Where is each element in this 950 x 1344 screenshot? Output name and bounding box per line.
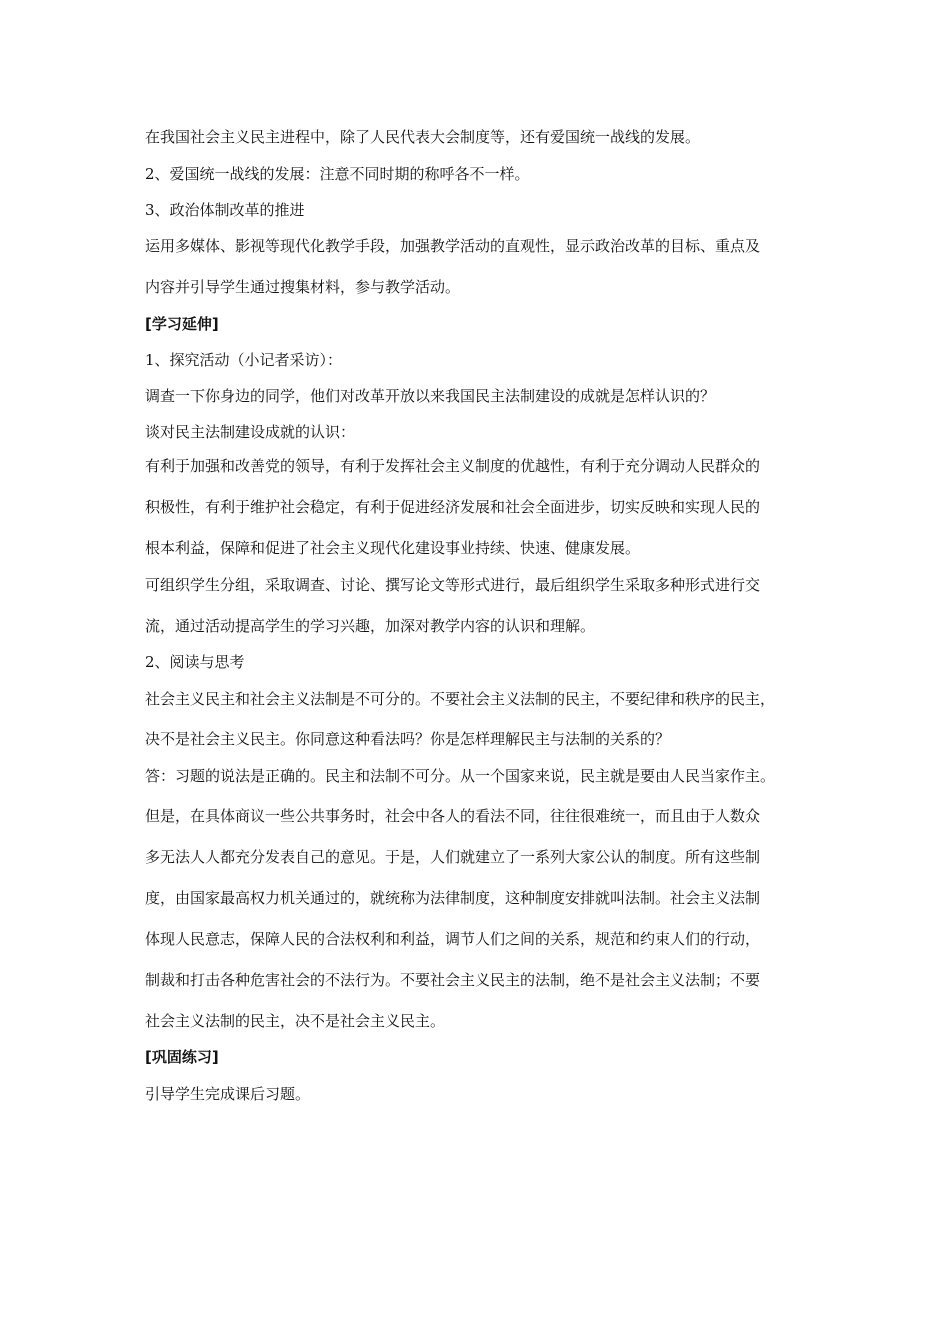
list-item-2: 2、爱国统一战线的发展：注意不同时期的称呼各不一样。: [145, 165, 530, 183]
answer-line: 答：习题的说法是正确的。民主和法制不可分。从一个国家来说，民主就是要由人民当家作主。: [145, 767, 776, 785]
answer-line: 但是，在具体商议一些公共事务时，社会中各人的看法不同，往往很难统一，而且由于人数众: [145, 807, 761, 825]
paragraph-line: 有利于加强和改善党的领导，有利于发挥社会主义制度的优越性，有利于充分调动人民群众的: [145, 457, 761, 475]
answer-line: 制裁和打击各种危害社会的不法行为。不要社会主义民主的法制，绝不是社会主义法制；不要: [145, 971, 761, 989]
section-heading-extension: [学习延伸]: [145, 315, 219, 333]
paragraph-line: 流，通过活动提高学生的学习兴趣，加深对教学内容的认识和理解。: [145, 617, 596, 635]
paragraph-line: 谈对民主法制建设成就的认识：: [145, 423, 356, 441]
paragraph-line: 在我国社会主义民主进程中，除了人民代表大会制度等，还有爱国统一战线的发展。: [145, 128, 701, 146]
paragraph-line: 根本利益，保障和促进了社会主义现代化建设事业持续、快速、健康发展。: [145, 539, 641, 557]
list-item-3: 3、政治体制改革的推进: [145, 201, 305, 219]
paragraph-line: 社会主义民主和社会主义法制是不可分的。不要社会主义法制的民主，不要纪律和秩序的民主，: [145, 690, 776, 708]
paragraph-line: 调查一下你身边的同学，他们对改革开放以来我国民主法制建设的成就是怎样认识的？: [145, 387, 716, 405]
paragraph-line: 运用多媒体、影视等现代化教学手段，加强教学活动的直观性，显示政治改革的目标、重点及: [145, 237, 761, 255]
paragraph-line: 内容并引导学生通过搜集材料，参与教学活动。: [145, 278, 461, 296]
list-item-1: 1、探究活动（小记者采访）：: [145, 351, 343, 369]
section-heading-practice: [巩固练习]: [145, 1048, 219, 1066]
paragraph-line: 决不是社会主义民主。你同意这种看法吗？你是怎样理解民主与法制的关系的？: [145, 730, 671, 748]
answer-line: 多无法人人都充分发表自己的意见。于是，人们就建立了一系列大家公认的制度。所有这些制: [145, 848, 761, 866]
answer-line: 社会主义法制的民主，决不是社会主义民主。: [145, 1012, 446, 1030]
list-item-2-reading: 2、阅读与思考: [145, 653, 245, 671]
answer-line: 体现人民意志，保障人民的合法权利和利益，调节人们之间的关系，规范和约束人们的行动，: [145, 930, 761, 948]
paragraph-line: 引导学生完成课后习题。: [145, 1085, 311, 1103]
paragraph-line: 积极性，有利于维护社会稳定，有利于促进经济发展和社会全面进步，切实反映和实现人民的: [145, 498, 761, 516]
answer-line: 度，由国家最高权力机关通过的，就统称为法律制度，这种制度安排就叫法制。社会主义法制: [145, 889, 761, 907]
paragraph-line: 可组织学生分组，采取调查、讨论、撰写论文等形式进行，最后组织学生采取多种形式进行交: [145, 576, 761, 594]
